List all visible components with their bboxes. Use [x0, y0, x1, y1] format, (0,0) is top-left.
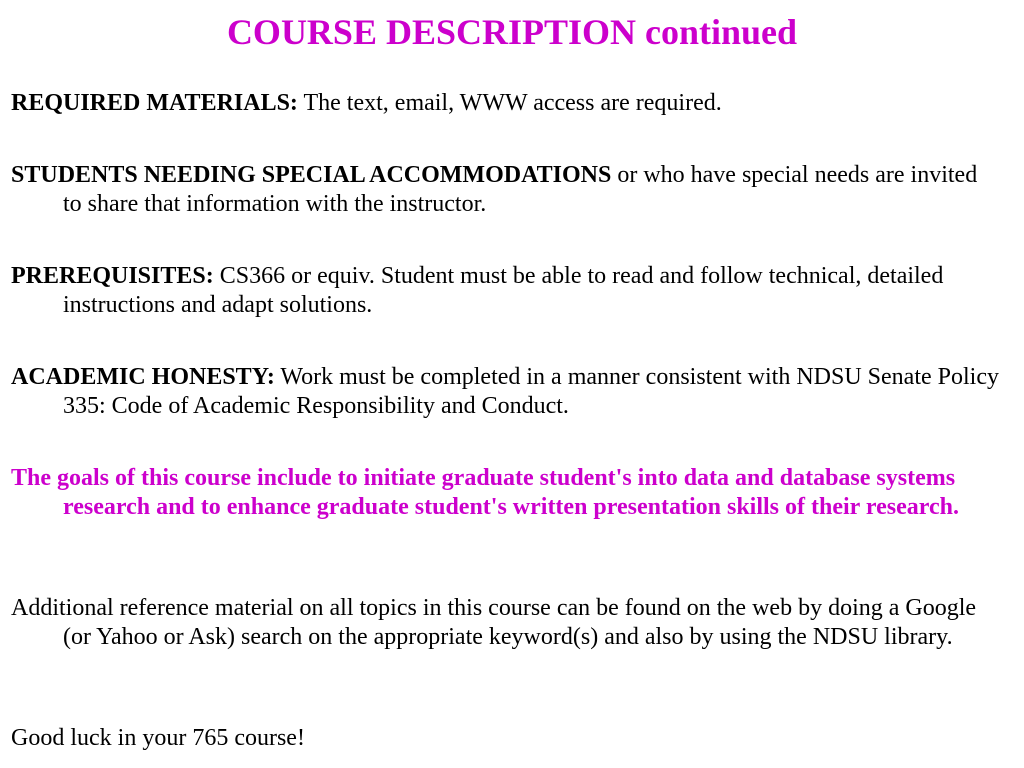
required-materials-paragraph: [11, 89, 1001, 118]
required-materials-text: The text, email, WWW access are required.: [297, 90, 722, 116]
course-goals-paragraph: The goals of this course include to initiate graduate student's into data and database systems research and to enhance graduate student's written presentation skills of their research.: [11, 465, 959, 520]
required-materials-heading: REQUIRED MATERIALS:: [11, 90, 298, 116]
special-accommodations-paragraph: [11, 161, 1001, 219]
additional-reference-paragraph: Additional reference material on all topics in this course can be found on the web by doing a Google (or Yahoo or Ask) search on the appropriate keyword(s) and also by using the NDSU library.: [11, 595, 977, 650]
academic-honesty-heading: ACADEMIC HONESTY:: [11, 364, 275, 390]
special-accommodations-text: or who have special needs are invited to share that information with the instructor.: [63, 162, 978, 217]
page-title: COURSE DESCRIPTION continued: [226, 12, 798, 52]
academic-honesty-text: Work must be completed in a manner consistent with NDSU Senate Policy 335: Code of Academic Responsibility and Conduct.: [63, 364, 999, 419]
prerequisites-heading: PREREQUISITES:: [11, 263, 214, 289]
prerequisites-paragraph: [11, 262, 1001, 320]
prerequisites-text: CS366 or equiv. Student must be able to read and follow technical, detailed instructions and adapt solutions.: [63, 263, 944, 318]
special-accommodations-heading: STUDENTS NEEDING SPECIAL ACCOMMODATIONS: [11, 162, 612, 188]
academic-honesty-paragraph: [11, 363, 1001, 421]
closing-paragraph: Good luck in your 765 course!: [11, 725, 305, 751]
